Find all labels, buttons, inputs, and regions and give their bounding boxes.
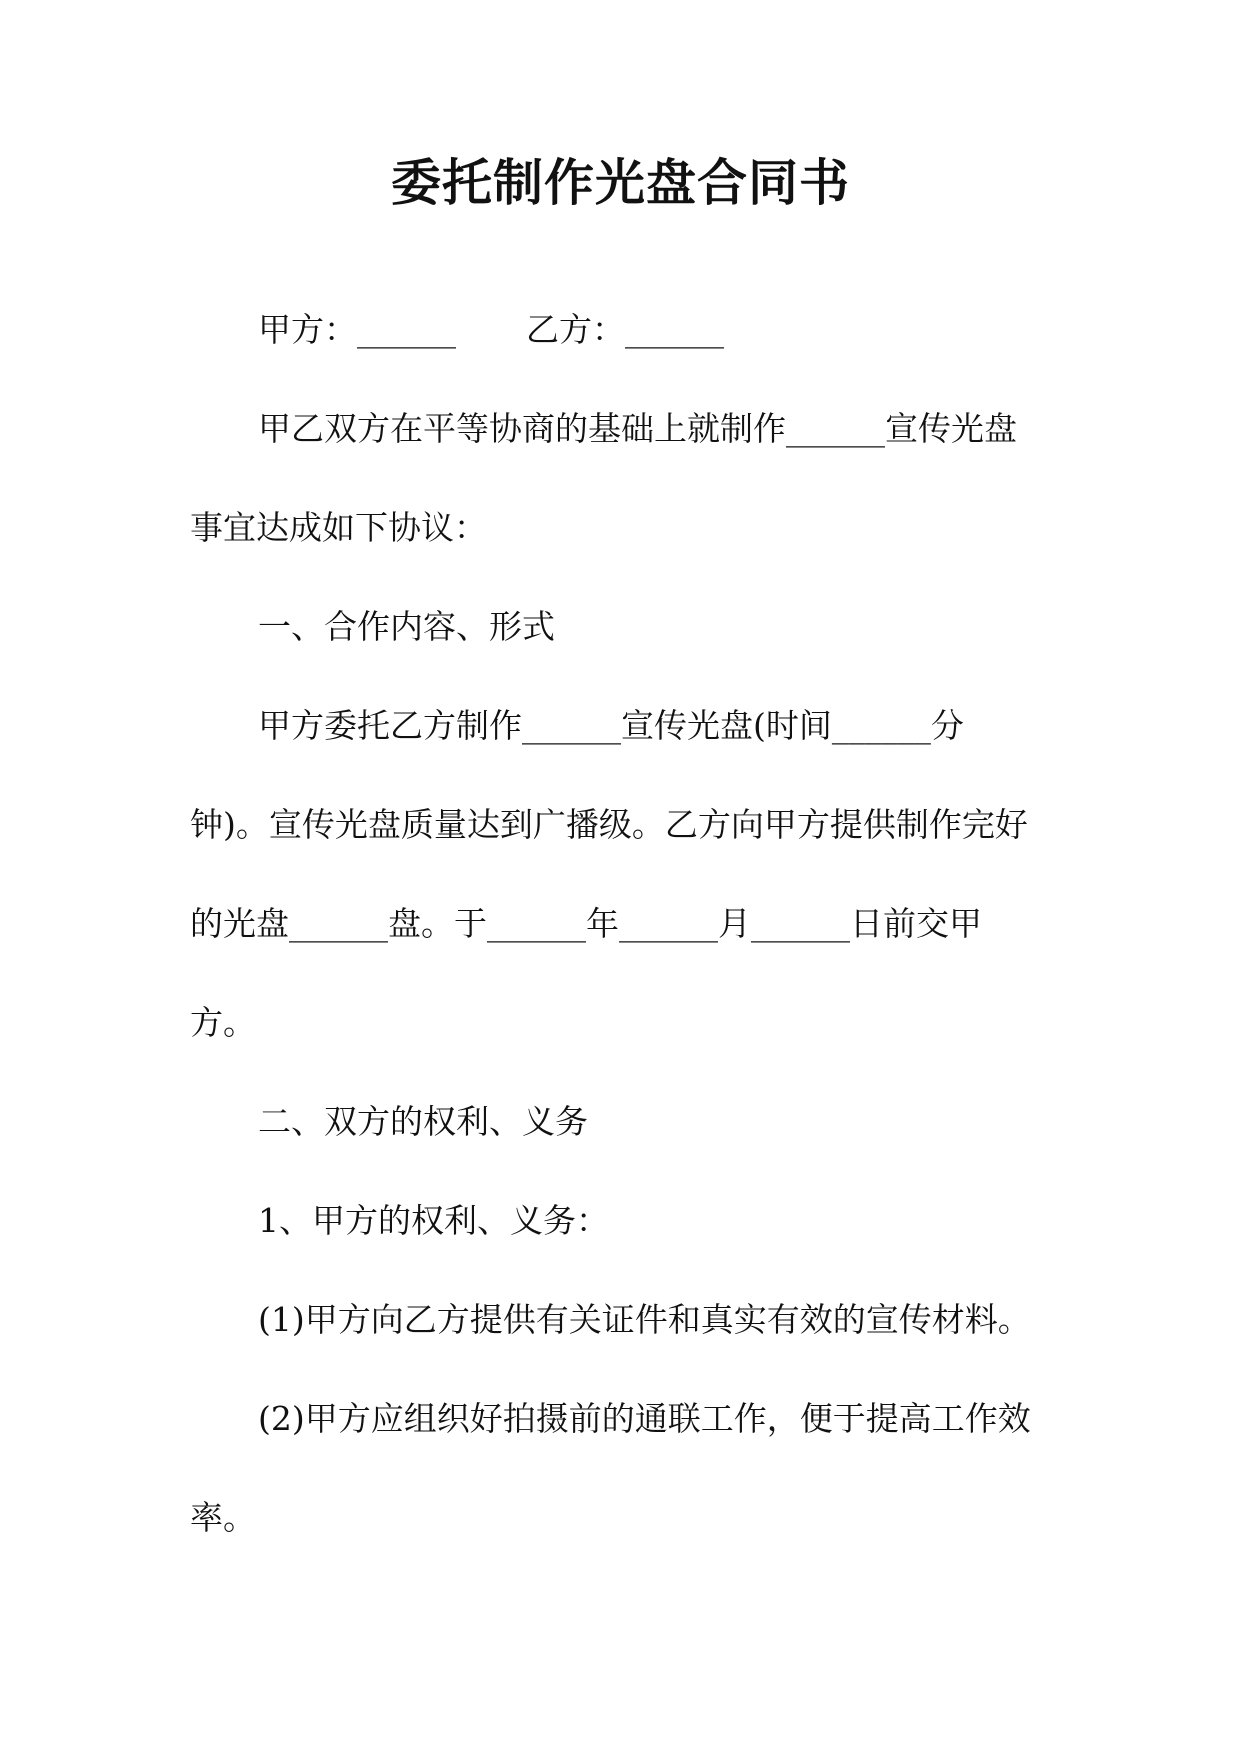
- section-heading: 一、合作内容、形式: [258, 607, 555, 646]
- parties-line: [258, 306, 724, 354]
- paragraph-line: 率。: [190, 1498, 256, 1537]
- paragraph-line: 方。: [190, 1003, 256, 1042]
- list-item: (2)甲方应组织好拍摄前的通联工作，便于提高工作效: [258, 1399, 1031, 1438]
- section-heading: 二、双方的权利、义务: [258, 1102, 588, 1141]
- paragraph-line: 事宜达成如下协议：: [190, 508, 487, 547]
- paragraph-line: 甲乙双方在平等协商的基础上就制作______宣传光盘: [258, 409, 1017, 448]
- subsection-heading: 1、甲方的权利、义务：: [258, 1201, 609, 1240]
- paragraph-line: 钟)。宣传光盘质量达到广播级。乙方向甲方提供制作完好: [190, 805, 1028, 844]
- party-b: 乙方：______: [526, 310, 724, 349]
- document-title: 委托制作光盘合同书: [391, 154, 850, 212]
- paragraph-line: 甲方委托乙方制作______宣传光盘(时间______分: [258, 706, 964, 745]
- paragraph-line: 的光盘______盘。于______年______月______日前交甲: [190, 904, 982, 943]
- party-a: 甲方：______: [258, 310, 456, 349]
- list-item: (1)甲方向乙方提供有关证件和真实有效的宣传材料。: [258, 1300, 1031, 1339]
